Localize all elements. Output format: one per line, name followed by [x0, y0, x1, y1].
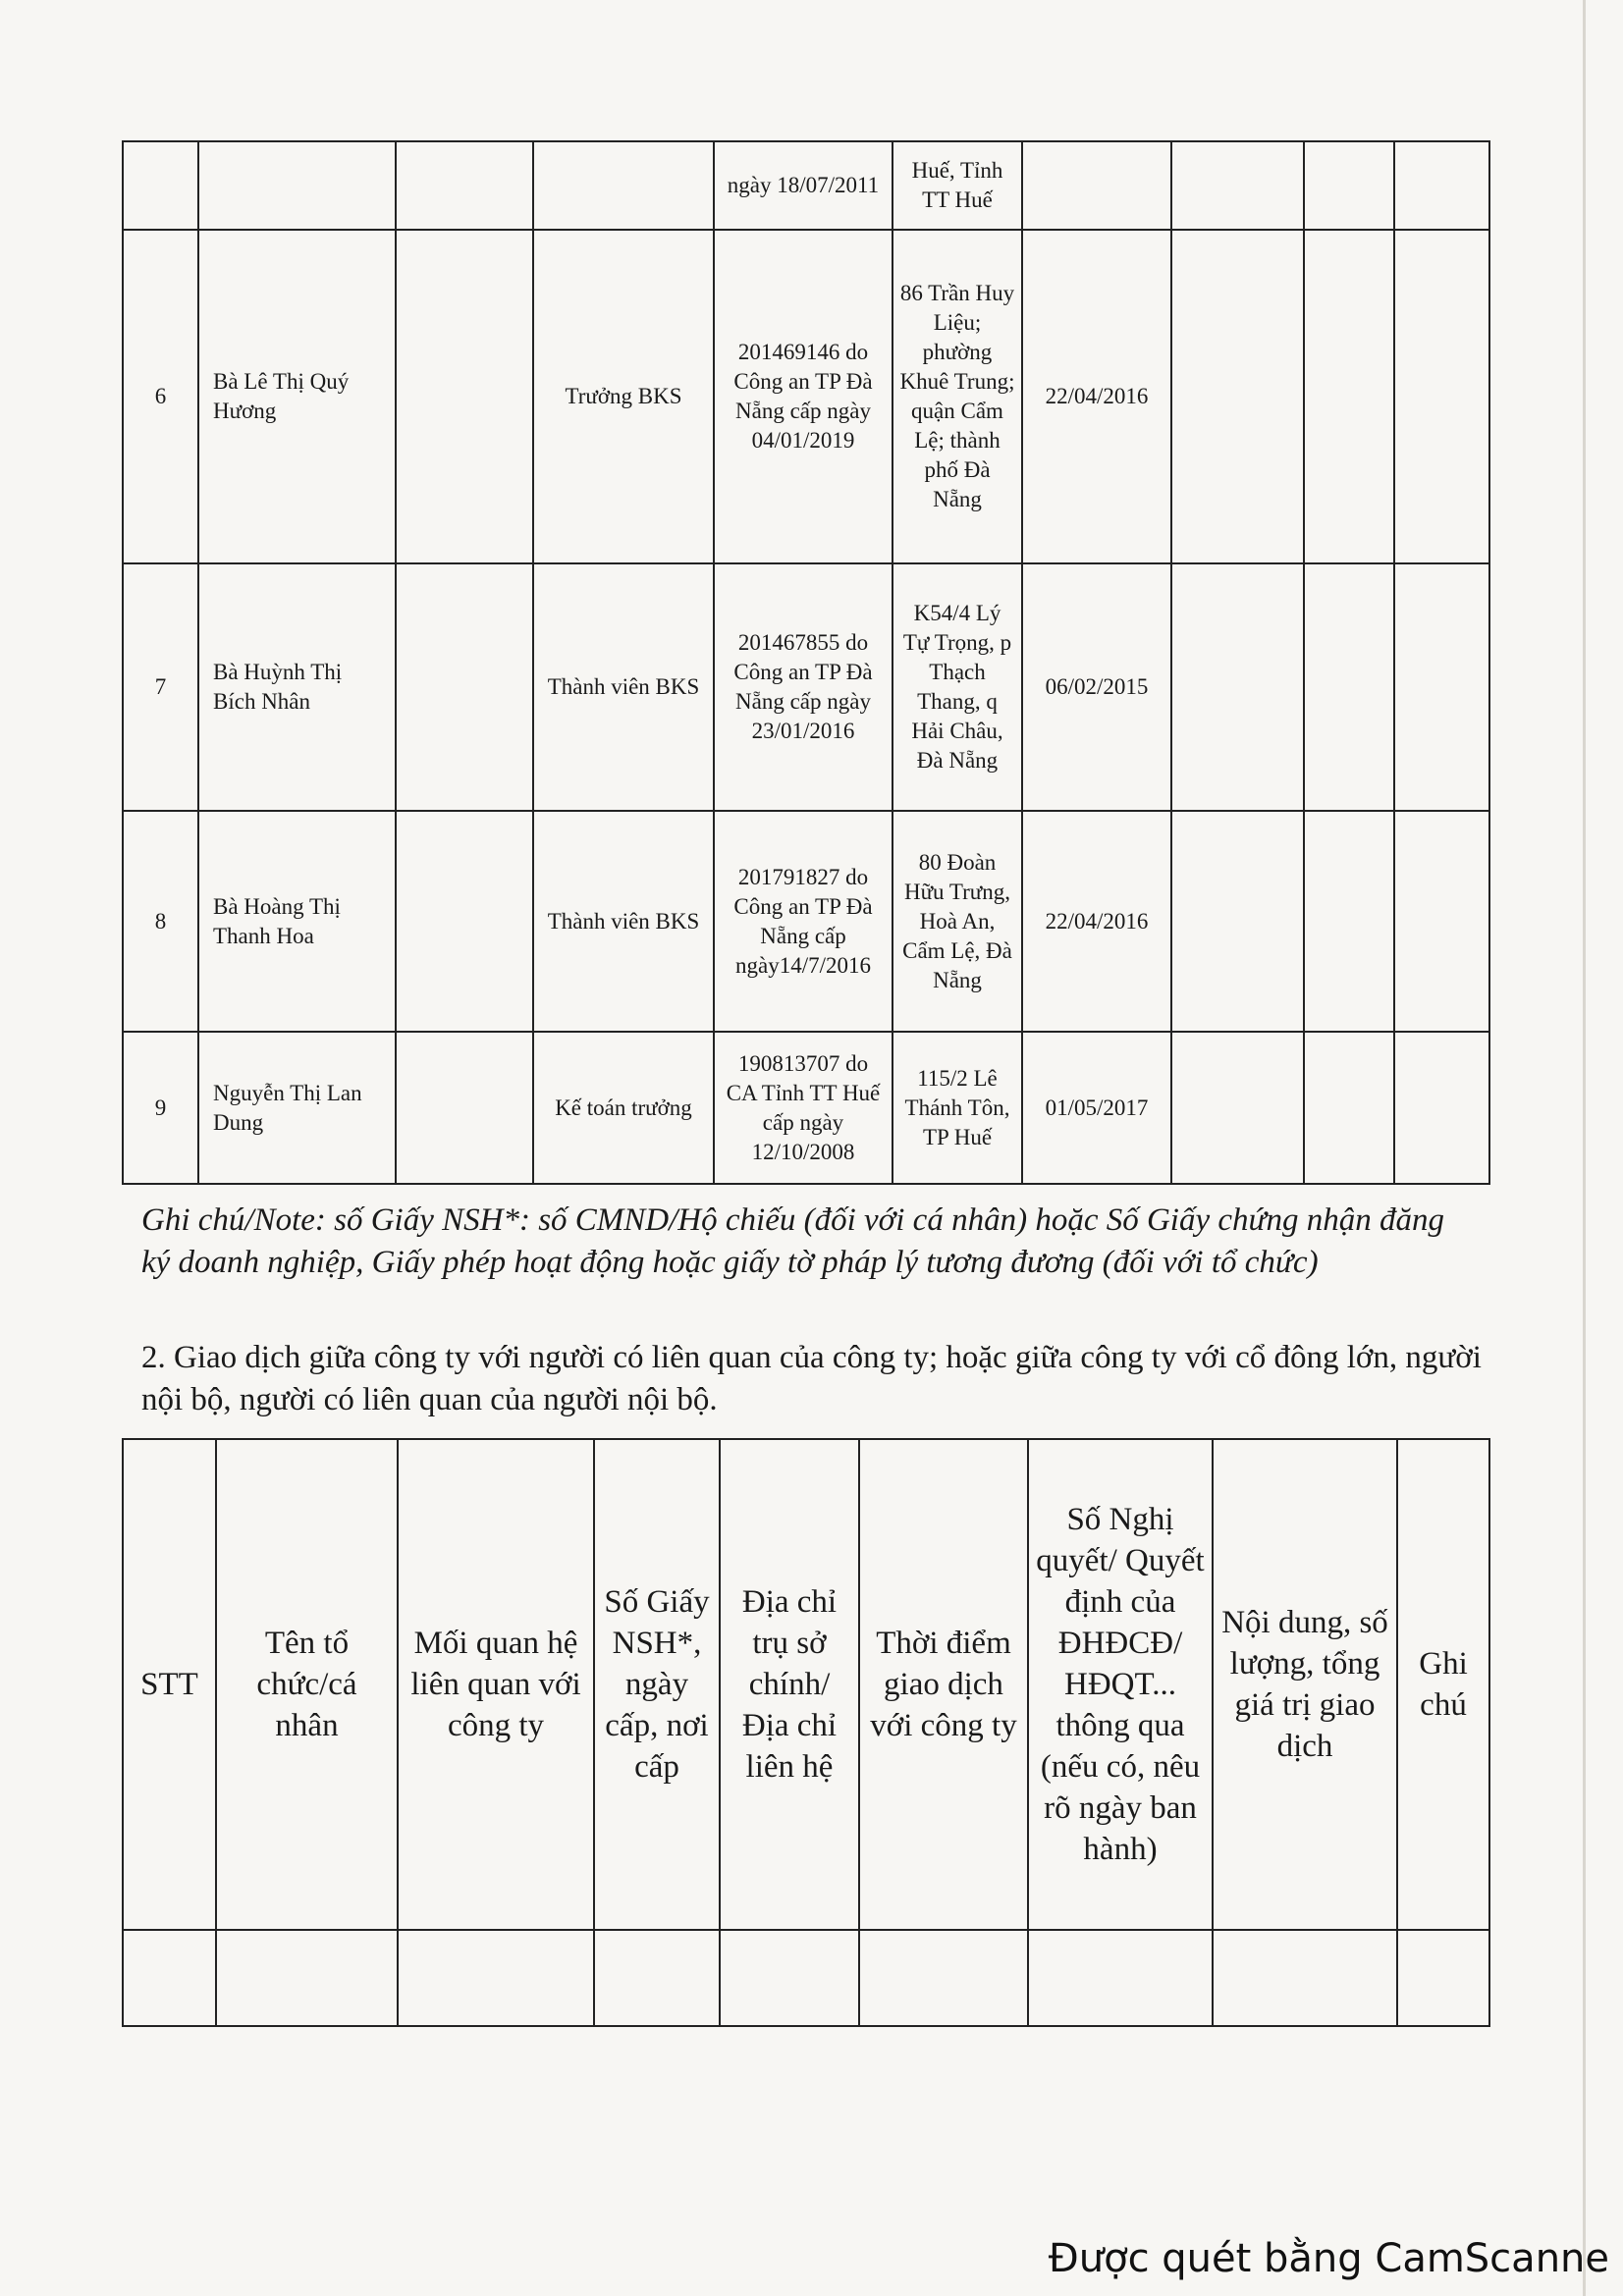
date-cell: 01/05/2017: [1022, 1032, 1171, 1184]
position-cell: Kế toán trưởng: [533, 1032, 714, 1184]
empty-cell: [396, 1032, 533, 1184]
empty-cell: [396, 141, 533, 230]
table-row: [123, 230, 1489, 563]
related-persons-table: [122, 140, 1490, 1185]
header-stt: STT: [123, 1439, 216, 1930]
address-cell: 86 Trần Huy Liệu; phường Khuê Trung; quận Cẩm Lệ; thành phố Đà Nẵng: [893, 230, 1022, 563]
stt-cell: 8: [123, 811, 198, 1032]
empty-cell: [1171, 1032, 1304, 1184]
empty-cell: [1171, 563, 1304, 811]
position-cell: Trưởng BKS: [533, 230, 714, 563]
address-cell: K54/4 Lý Tự Trọng, p Thạch Thang, q Hải Châu, Đà Nẵng: [893, 563, 1022, 811]
stt-cell: 6: [123, 230, 198, 563]
id-cell: 201467855 do Công an TP Đà Nẵng cấp ngày 23/01/2016: [714, 563, 893, 811]
empty-cell: [1304, 1032, 1394, 1184]
empty-cell: [1304, 811, 1394, 1032]
id-cell: 201791827 do Công an TP Đà Nẵng cấp ngày14/7/2016: [714, 811, 893, 1032]
empty-cell: [1394, 1032, 1489, 1184]
position-cell: [533, 141, 714, 230]
empty-cell: [396, 230, 533, 563]
empty-cell: [1171, 230, 1304, 563]
section-2-heading: 2. Giao dịch giữa công ty với người có liên quan của công ty; hoặc giữa công ty với cổ đông lớn, người nội bộ, người có liên quan của người nội bộ.: [141, 1340, 1482, 1417]
empty-cell: [216, 1930, 398, 2026]
empty-cell: [398, 1930, 594, 2026]
table-row: [123, 141, 1489, 230]
table-note: Ghi chú/Note: số Giấy NSH*: số CMND/Hộ chiếu (đối với cá nhân) hoặc Số Giấy chứng nhận đăng ký doanh nghiệp, Giấy phép hoạt động hoặc giấy tờ pháp lý tương đương (đối với tổ chức): [141, 1202, 1445, 1280]
empty-cell: [594, 1930, 720, 2026]
transactions-table: [122, 1438, 1490, 2027]
header-content: Nội dung, số lượng, tổng giá trị giao dịch: [1213, 1439, 1397, 1930]
address-cell: Huế, Tỉnh TT Huế: [893, 141, 1022, 230]
empty-cell: [1304, 563, 1394, 811]
stt-cell: [123, 141, 198, 230]
empty-cell: [396, 811, 533, 1032]
stt-cell: 9: [123, 1032, 198, 1184]
name-cell: Bà Huỳnh Thị Bích Nhân: [198, 563, 396, 811]
date-cell: 22/04/2016: [1022, 811, 1171, 1032]
empty-cell: [859, 1930, 1028, 2026]
table-header-row: [123, 1439, 1489, 1930]
empty-cell: [1394, 141, 1489, 230]
empty-cell: [1397, 1930, 1489, 2026]
address-cell: 80 Đoàn Hữu Trưng, Hoà An, Cẩm Lệ, Đà Nẵng: [893, 811, 1022, 1032]
header-name: Tên tổ chức/cá nhân: [216, 1439, 398, 1930]
header-resolution: Số Nghị quyết/ Quyết định của ĐHĐCĐ/ HĐQT... thông qua (nếu có, nêu rõ ngày ban hành): [1028, 1439, 1213, 1930]
empty-cell: [1394, 811, 1489, 1032]
table-row: [123, 1930, 1489, 2026]
scanner-watermark: Được quét bằng CamScanne: [1048, 2236, 1609, 2281]
header-address: Địa chỉ trụ sở chính/ Địa chỉ liên hệ: [720, 1439, 859, 1930]
page-edge-shadow: [1583, 0, 1586, 2296]
empty-cell: [1028, 1930, 1213, 2026]
date-cell: 06/02/2015: [1022, 563, 1171, 811]
empty-cell: [1394, 230, 1489, 563]
empty-cell: [396, 563, 533, 811]
name-cell: Bà Lê Thị Quý Hương: [198, 230, 396, 563]
empty-cell: [1304, 141, 1394, 230]
table-row: [123, 811, 1489, 1032]
table-row: [123, 1032, 1489, 1184]
name-cell: [198, 141, 396, 230]
header-relationship: Mối quan hệ liên quan với công ty: [398, 1439, 594, 1930]
date-cell: [1022, 141, 1171, 230]
address-cell: 115/2 Lê Thánh Tôn, TP Huế: [893, 1032, 1022, 1184]
stt-cell: 7: [123, 563, 198, 811]
empty-cell: [123, 1930, 216, 2026]
date-cell: 22/04/2016: [1022, 230, 1171, 563]
empty-cell: [1171, 141, 1304, 230]
empty-cell: [1304, 230, 1394, 563]
id-cell: 201469146 do Công an TP Đà Nẵng cấp ngày 04/01/2019: [714, 230, 893, 563]
header-id-number: Số Giấy NSH*, ngày cấp, nơi cấp: [594, 1439, 720, 1930]
header-notes: Ghi chú: [1397, 1439, 1489, 1930]
empty-cell: [720, 1930, 859, 2026]
id-cell: ngày 18/07/2011: [714, 141, 893, 230]
empty-cell: [1213, 1930, 1397, 2026]
name-cell: Nguyễn Thị Lan Dung: [198, 1032, 396, 1184]
id-cell: 190813707 do CA Tỉnh TT Huế cấp ngày 12/10/2008: [714, 1032, 893, 1184]
header-transaction-time: Thời điểm giao dịch với công ty: [859, 1439, 1028, 1930]
name-cell: Bà Hoàng Thị Thanh Hoa: [198, 811, 396, 1032]
empty-cell: [1394, 563, 1489, 811]
table-row: [123, 563, 1489, 811]
empty-cell: [1171, 811, 1304, 1032]
position-cell: Thành viên BKS: [533, 811, 714, 1032]
position-cell: Thành viên BKS: [533, 563, 714, 811]
